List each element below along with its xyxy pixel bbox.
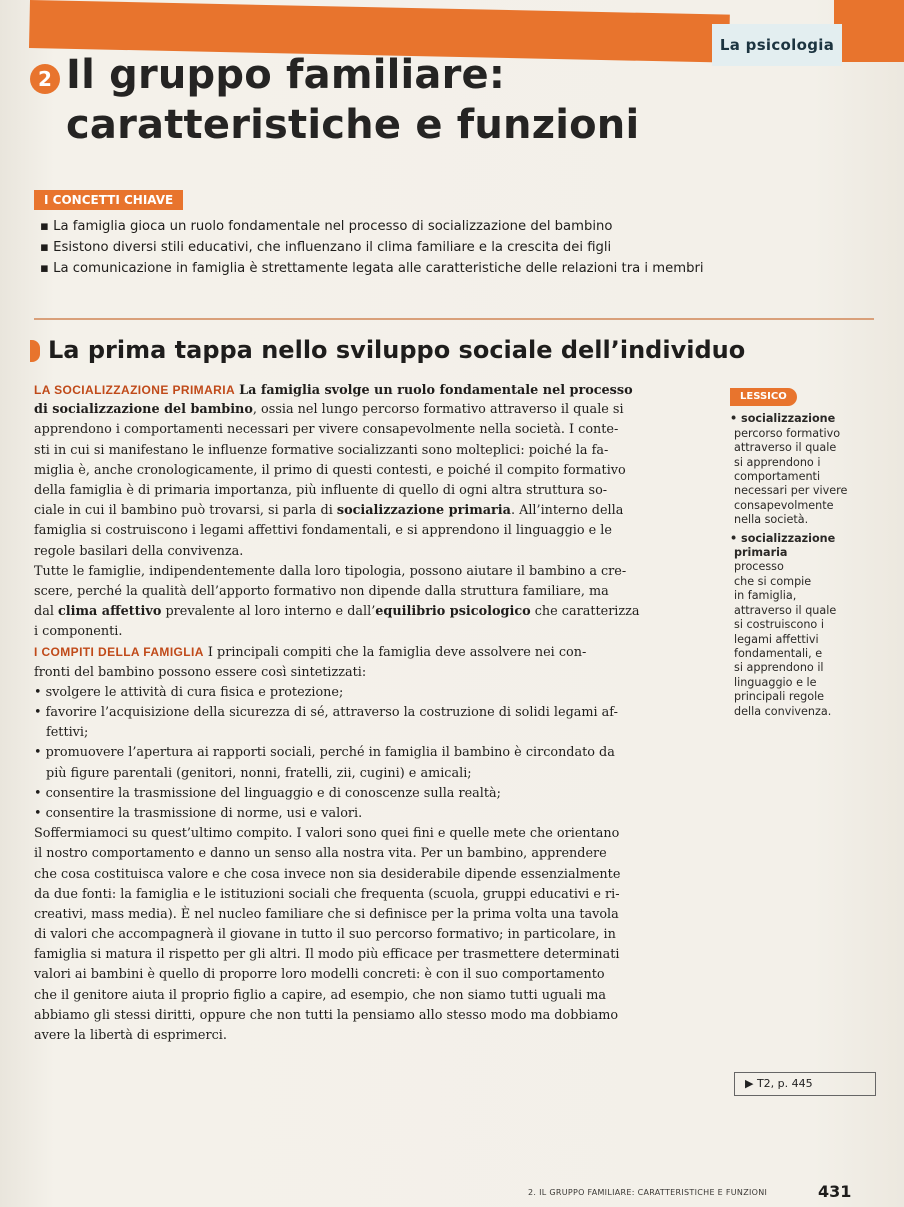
subheading: I COMPITI DELLA FAMIGLIA (34, 645, 204, 660)
glossary-term: • socializzazione (730, 531, 836, 545)
key-concept-item: ▪ La comunicazione in famiglia è strettamente legata alle caratteristiche delle relazioni tra i membri (40, 261, 704, 276)
glossary-term: • socializzazione (730, 412, 836, 426)
divider (34, 318, 874, 320)
text-line: dal clima affettivo prevalente al loro interno e dall’equilibrio psicologico che caratterizza (34, 604, 640, 620)
text-line: sti in cui si manifestano le influenze formative socializzanti sono molteplici: poiché la fa- (34, 442, 609, 458)
text-line: LA SOCIALIZZAZIONE PRIMARIA La famiglia svolge un ruolo fondamentale nel processo (34, 383, 633, 398)
text-line: ciale in cui il bambino può trovarsi, si parla di socializzazione primaria. All’interno della (34, 503, 624, 519)
running-footer: 2. IL GRUPPO FAMILIARE: CARATTERISTICHE E FUNZIONI (528, 1188, 768, 1197)
cross-reference: ▶ T2, p. 445 (734, 1072, 876, 1096)
text-line: avere la libertà di esprimerci. (34, 1028, 227, 1043)
list-item-cont: più figure parentali (genitori, nonni, fratelli, zii, cugini) e amicali; (46, 765, 472, 781)
list-item: • favorire l’acquisizione della sicurezza di sé, attraverso la costruzione di solidi legami af- (34, 705, 618, 720)
section-title: La prima tappa nello sviluppo sociale dell’individuo (48, 336, 746, 364)
text-line: apprendono i comportamenti necessari per vivere consapevolmente nella società. I conte- (34, 422, 619, 438)
page-number: 431 (818, 1182, 852, 1201)
text-line: I COMPITI DELLA FAMIGLIA I principali compiti che la famiglia deve assolvere nei con- (34, 645, 587, 661)
glossary-sidebar (730, 388, 890, 719)
text-line: di valori che accompagnerà il giovane in tutto il suo percorso formativo; in particolare, in (34, 927, 616, 943)
text-line: che il genitore aiuta il proprio figlio a capire, ad esempio, che non siamo tutti uguali ma (34, 987, 607, 1003)
chapter-number-badge: 2 (30, 64, 60, 94)
text-line: i componenti. (34, 624, 123, 640)
body-text (34, 380, 722, 1046)
list-item: • promuovere l’apertura ai rapporti sociali, perché in famiglia il bambino è circondato da (34, 745, 615, 761)
glossary-term-cont: primaria (734, 546, 788, 560)
text-line: regole basilari della convivenza. (34, 543, 244, 559)
subheading: LA SOCIALIZZAZIONE PRIMARIA (34, 383, 236, 397)
key-concept-item: ▪ La famiglia gioca un ruolo fondamentale nel processo di socializzazione del bambino (40, 219, 613, 234)
text-line: che cosa costituisca valore e che cosa invece non sia desiderabile dipende essenzialmente (34, 866, 621, 882)
chapter-title-line2: caratteristiche e funzioni (66, 102, 640, 148)
text-line: della famiglia è di primaria importanza, più influente di quello di ogni altra struttura so- (34, 482, 608, 498)
text-line: di socializzazione del bambino, ossia nel lungo percorso formativo attraverso il quale si (34, 402, 624, 418)
key-concepts-label: I CONCETTI CHIAVE (34, 190, 183, 210)
glossary-label: LESSICO (730, 388, 797, 406)
key-concept-item: ▪ Esistono diversi stili educativi, che influenzano il clima familiare e la crescita dei figli (40, 240, 612, 255)
discipline-tab: La psicologia (712, 24, 842, 66)
text-line: valori ai bambini è quello di proporre loro modelli concreti: è con il suo comportamento (34, 967, 605, 983)
key-concepts-list (40, 216, 870, 279)
list-item: • consentire la trasmissione di norme, usi e valori. (34, 805, 363, 821)
text-line: miglia è, anche cronologicamente, il primo di questi contesti, e poiché il compito formativo (34, 462, 626, 478)
text-line: da due fonti: la famiglia e le istituzioni sociali che frequenta (scuola, gruppi educativi e ri- (34, 886, 620, 902)
text-line: creativi, mass media). È nel nucleo familiare che si definisce per la prima volta una tavola (34, 906, 619, 922)
list-item-cont: fettivi; (46, 725, 89, 741)
text-line: Tutte le famiglie, indipendentemente dalla loro tipologia, possono aiutare il bambino a cre- (34, 563, 627, 579)
glossary-definition: percorso formativo attraverso il quale si apprendono i comportamenti necessari per vivere consapevolmente nella società. (734, 426, 848, 527)
text-line: fronti del bambino possono essere così sintetizzati: (34, 664, 367, 680)
text-line: il nostro comportamento e danno un senso alla nostra vita. Per un bambino, apprendere (34, 846, 607, 862)
list-item: • consentire la trasmissione del linguaggio e di conoscenze sulla realtà; (34, 785, 501, 801)
text-line: famiglia si costruiscono i legami affettivi fondamentali, e si apprendono il linguaggio e le (34, 523, 612, 539)
list-item: • svolgere le attività di cura fisica e protezione; (34, 684, 344, 700)
text-line: Soffermiamoci su quest’ultimo compito. I valori sono quei fini e quelle mete che orientano (34, 826, 620, 842)
header-corner (834, 0, 904, 62)
text-line: abbiamo gli stessi diritti, oppure che non tutti la pensiamo allo stesso modo ma dobbiamo (34, 1007, 619, 1023)
text-line: famiglia si matura il rispetto per gli altri. Il modo più efficace per trasmettere determinati (34, 947, 620, 963)
glossary-definition: processo che si compie in famiglia, attraverso il quale si costruiscono i legami affettivi fondamentali, e si apprendono il linguaggio e le principali regole della convivenza. (734, 560, 837, 718)
chapter-title-line1: Il gruppo familiare: (66, 52, 506, 98)
text-line: scere, perché la qualità dell’apporto formativo non dipende dalla struttura familiare, ma (34, 583, 609, 599)
